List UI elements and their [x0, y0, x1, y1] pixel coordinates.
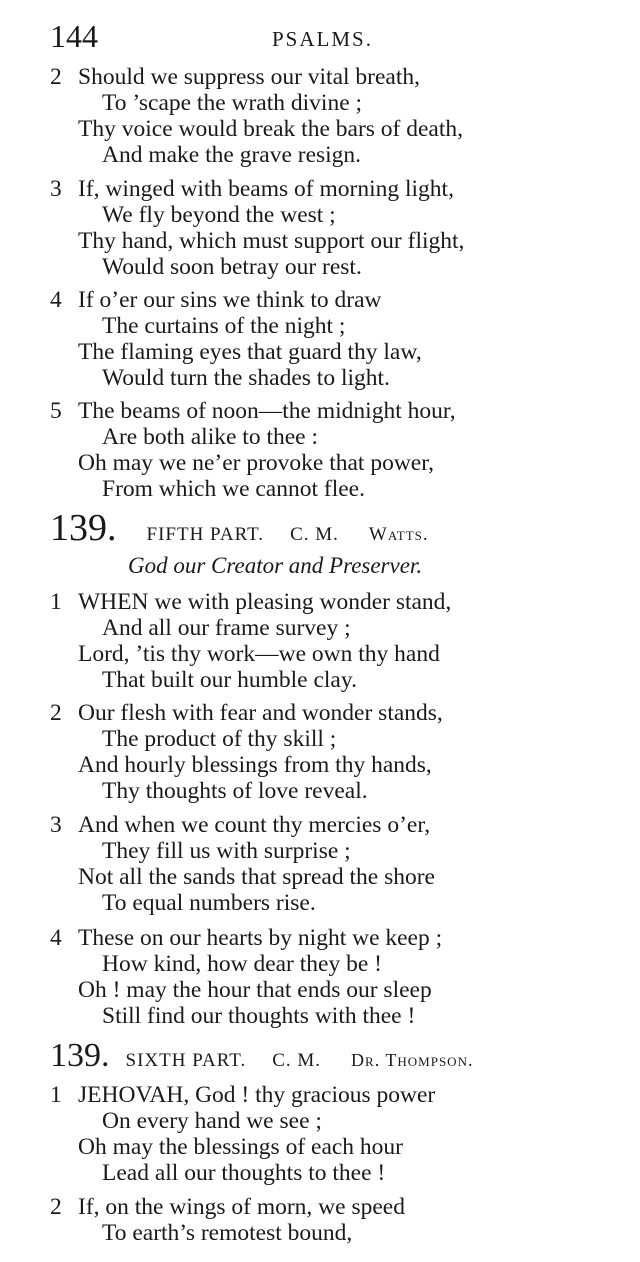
verse-line: Are both alike to thee :: [102, 424, 318, 450]
verse-line: That built our humble clay.: [102, 667, 357, 693]
verse-line: Thy voice would break the bars of death,: [78, 116, 464, 142]
verse-number: 1: [50, 1082, 62, 1108]
verse-number: 2: [50, 64, 62, 90]
hymn-author: Watts.: [368, 524, 429, 545]
verse-line: If, on the wings of morn, we speed: [78, 1194, 405, 1220]
verse-line: If, winged with beams of morning light,: [78, 176, 454, 202]
verse-number: 1: [50, 589, 62, 615]
verse-line: Our flesh with fear and wonder stands,: [78, 700, 443, 726]
hymn-meter: C. M.: [272, 1050, 322, 1071]
verse-line: To equal numbers rise.: [102, 890, 316, 916]
hymn-subtitle: God our Creator and Preserver.: [128, 553, 423, 578]
running-head: PSALMS.: [272, 27, 373, 51]
verse-line: JEHOVAH, God ! thy gracious power: [78, 1082, 436, 1108]
hymn-author: Dr. Thompson.: [351, 1050, 474, 1070]
verse-line: Oh ! may the hour that ends our sleep: [78, 977, 432, 1003]
verse-number: 3: [50, 176, 62, 202]
verse-line: To ’scape the wrath divine ;: [102, 90, 363, 116]
verse-line: The curtains of the night ;: [102, 313, 346, 339]
verse-line: Lead all our thoughts to thee !: [102, 1160, 386, 1186]
verse-line: Oh may the blessings of each hour: [78, 1134, 404, 1160]
page-header: [0, 14, 640, 54]
verse-line: The beams of noon—the midnight hour,: [78, 398, 456, 424]
verse-line: Lord, ’tis thy work—we own thy hand: [78, 641, 440, 667]
verse-line: If o’er our sins we think to draw: [78, 287, 382, 313]
verse-number: 3: [50, 812, 62, 838]
verse-line: On every hand we see ;: [102, 1108, 322, 1134]
verse-line: We fly beyond the west ;: [102, 202, 336, 228]
verse-number: 5: [50, 398, 62, 424]
verse-line: Would soon betray our rest.: [102, 254, 362, 280]
verse-line: Should we suppress our vital breath,: [78, 64, 421, 90]
verse-line: From which we cannot flee.: [102, 476, 365, 502]
page-number: 144: [50, 18, 98, 54]
verse-line: The flaming eyes that guard thy law,: [78, 339, 422, 365]
verse-line: And hourly blessings from thy hands,: [78, 752, 432, 778]
hymn-number: 139.: [50, 1037, 110, 1074]
verse-line: Thy thoughts of love reveal.: [102, 778, 368, 804]
verse-number: 4: [50, 925, 62, 951]
verse-number: 4: [50, 287, 62, 313]
verse-line: And when we count thy mercies o’er,: [78, 812, 431, 838]
hymn-meter: C. M.: [290, 524, 339, 545]
verse-line: And make the grave resign.: [102, 142, 362, 168]
verse-line: The product of thy skill ;: [102, 726, 337, 752]
verse-number: 2: [50, 1194, 62, 1220]
verse-number: 2: [50, 700, 62, 726]
verse-line: WHEN we with pleasing wonder stand,: [78, 589, 452, 615]
hymn-heading: [50, 506, 429, 550]
verse-line: Thy hand, which must support our flight,: [78, 228, 465, 254]
hymn-part: FIFTH PART.: [146, 524, 265, 545]
verse-line: Not all the sands that spread the shore: [78, 864, 435, 890]
verse-line: How kind, how dear they be !: [102, 951, 382, 977]
verse-line: Still find our thoughts with thee !: [102, 1003, 416, 1029]
hymn-heading: [50, 1034, 473, 1078]
hymn-part: SIXTH PART.: [125, 1050, 247, 1071]
hymn-number: 139.: [50, 507, 117, 549]
verse-line: They fill us with surprise ;: [102, 838, 351, 864]
verse-line: Oh may we ne’er provoke that power,: [78, 450, 434, 476]
verse-line: Would turn the shades to light.: [102, 365, 390, 391]
verse-line: These on our hearts by night we keep ;: [78, 925, 443, 951]
verse-line: And all our frame survey ;: [102, 615, 351, 641]
verse-line: To earth’s remotest bound,: [102, 1220, 353, 1246]
